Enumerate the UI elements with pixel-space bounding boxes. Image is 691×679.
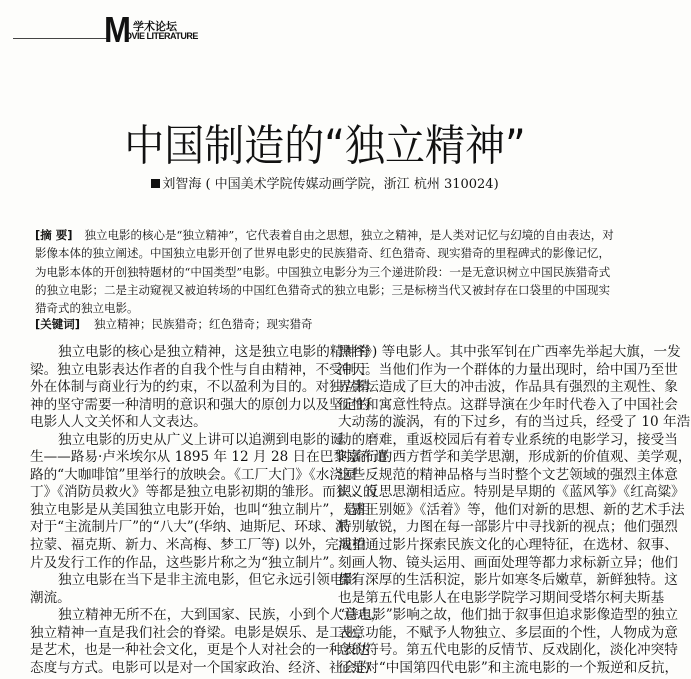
body-text-line: 外在体制与商业行为的约束，不以盈利为目的。对独立精 [30,379,370,396]
body-text-line: “诗电影”影响之故，他们拙于叙事但追求影像造型的独立 [338,607,679,624]
section-name-en: OVIE LITERATURE [125,31,198,41]
author-line [0,173,650,192]
body-text-line: 这些反规范的精神品格与当时整个文艺领域的强烈主体意 [338,466,678,483]
body-text-line: 路的“大咖啡馆”里举行的放映会。《工厂大门》《水浇园 [30,466,357,483]
body-text-line: 独立精神无所不在，大到国家、民族，小到个人意志， [58,607,385,624]
body-text-line: 对于“主流制片厂”的“八大”(华纳、迪斯尼、环球、派 [30,519,349,536]
body-text-line: 黑谷》) 等电影人。其中张军钊在广西率先举起大旗，一发 [338,344,681,360]
body-text-line: 大动荡的漩涡，有的下过乡，有的当过兵，经受了 10 年浩 [338,414,691,431]
body-text-line: 特别敏锐，力图在每一部影片中寻找新的视点；他们强烈 [338,519,678,536]
body-text-line: 独立电影的历史从广义上讲可以追溯到电影的诞 [58,431,344,448]
keywords [35,316,313,332]
body-text-line: 梁。独立电影表达作者的自我个性与自由精神，不受制于 [30,361,370,378]
body-text-line: 界影坛造成了巨大的冲击波，作品具有强烈的主观性、象 [338,379,678,396]
body-text-line: 念的符号。第五代电影的反情节、反戏剧化，淡化冲突特 [338,642,678,659]
body-text-line: 态度与方式。电影可以是对一个国家政治、经济、社会的 [30,659,370,676]
body-text-line: 冲天。当他们作为一个群体的力量出现时，给中国乃至世 [338,361,678,378]
body-text-line: 丁》《消防员救火》等都是独立电影初期的雏形。而狭义的 [30,484,377,501]
body-text-line: 独立精神一直是我们社会的脊梁。电影是娱乐、是工业， [30,624,370,641]
header-rule [13,38,107,39]
body-text-line: 征是对“中国第四代电影”和主流电影的一个叛逆和反抗， [338,659,679,676]
body-text-line: 片及发行工作的作品，这些影片称之为“独立制片”。 [30,554,343,571]
body-text-line: 电影人人文关怀和人文表达。 [30,414,207,431]
body-text-line: 《霸王别姬》《活着》等，他们对新的思想、新的艺术手法 [338,501,685,518]
abstract-text: 独立电影的核心是“独立精神”，它代表着自由之思想，独立之精神，是人类对记忆与幻境的自由表达，对影像本体的独立阐述。中国独立电影开创了世界电影史的民族猎奇、红色猎奇、现实猎奇的里程碑式的影像记忆，为电影本体的开创独特题材的“中国类型”电影。中国独立电影分为三个递进阶段：一是无意识树立中国民族猎奇式的独立电影；二是主动窥视又被迫转场的中国红色猎奇式的独立电影；三是标榜当代又被封存在口袋里的中国现实猎奇式的独立电影。 [35,228,614,316]
body-text-line: 独立电影的核心是独立精神，这是独立电影的精神脊 [58,344,371,360]
body-text-line: 渴望通过影片探索民族文化的心理特征，在选材、叙事、 [338,537,678,554]
keywords-text: 独立精神；民族猎奇；红色猎奇；现实猎奇 [94,317,313,331]
body-column-right [338,344,691,677]
body-text-line: 是艺术，也是一种社会文化，更是个人对社会的一种表达 [30,642,370,659]
journal-logo-letter: M [104,9,130,50]
body-text-line: 劫的磨难，重返校园后有着专业系统的电影学习，接受当 [338,431,678,448]
body-text-line: 拉蒙、福克斯、新力、米高梅、梦工厂等) 以外，完成拍 [30,537,366,554]
body-text-line: 也是第五代电影人在电影学院学习期间受塔尔柯夫斯基 [338,589,665,606]
article-title: 中国制造的“独立精神” [124,121,526,172]
body-text-line: 征性和寓意性特点。这群导演在少年时代卷入了中国社会 [338,396,678,413]
section-name-cn: 学术论坛 [133,20,177,33]
body-text-line: 刻画人物、镜头运用、画面处理等都力求标新立异；他们 [338,554,678,571]
body-text-line: 都有深厚的生活积淀，影片如寒冬后嫩草，新鲜独特。这 [338,572,678,589]
body-column-left [30,344,388,677]
body-text-line: 表意功能，不赋予人物独立、多层面的个性，人物成为意 [338,624,678,641]
abstract-label: [摘 要] [35,228,73,242]
body-text-line: 潮流。 [30,589,71,606]
body-text-line: 神的坚守需要一种清明的意识和强大的原创力以及坚定的 [30,396,370,413]
body-text-line: 时流行的西方哲学和美学思潮，形成新的价值观、美学观， [338,449,691,466]
square-bullet-icon [151,179,160,188]
author-affiliation: 刘智海 ( 中国美术学院传媒动画学院，浙江 杭州 310024) [162,177,499,192]
abstract [35,226,620,317]
body-text-line: 生——路易·卢米埃尔从 1895 年 12 月 28 日在巴黎嘉布遣 [30,449,388,466]
keywords-label: [关键词] [35,317,81,331]
body-text-line: 独立电影在当下是非主流电影，但它永远引领电影 [58,572,358,589]
body-text-line: 独立电影是从美国独立电影开始，也叫“独立制片”，是相 [30,501,371,518]
body-text-line: 识、反思思潮相适应。特别是早期的《蓝风筝》《红高粱》 [338,484,685,501]
